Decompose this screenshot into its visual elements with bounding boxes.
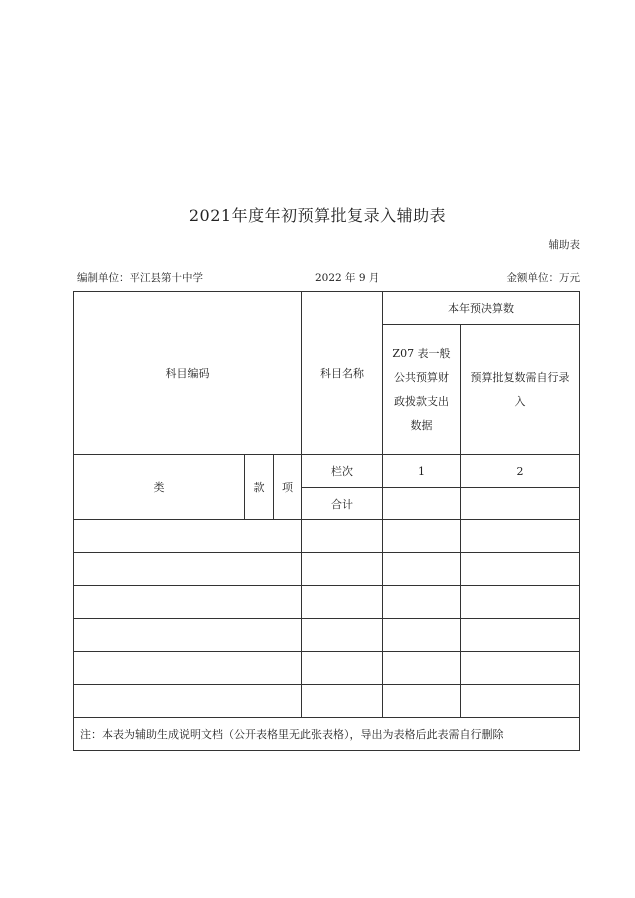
row-3-code bbox=[73, 585, 302, 619]
row-6-name bbox=[301, 684, 383, 718]
row-6-code bbox=[73, 684, 302, 718]
aux-table-tag: 辅助表 bbox=[548, 239, 580, 251]
row-1-col1 bbox=[382, 519, 461, 553]
row-2-name bbox=[301, 552, 383, 586]
total-label: 合计 bbox=[301, 487, 383, 520]
header-section: 款 bbox=[244, 454, 274, 520]
row-3-col1 bbox=[382, 585, 461, 619]
row-1-col2 bbox=[460, 519, 580, 553]
row-5-col2 bbox=[460, 651, 580, 685]
row-2-code bbox=[73, 552, 302, 586]
budget-table bbox=[74, 292, 581, 752]
header-column-order: 栏次 bbox=[301, 454, 383, 488]
row-5-name bbox=[301, 651, 383, 685]
header-item: 项 bbox=[273, 454, 302, 520]
prepared-date: 2022 年 9 月 bbox=[315, 272, 380, 284]
header-category: 类 bbox=[73, 454, 245, 520]
row-2-col1 bbox=[382, 552, 461, 586]
column-number-2: 2 bbox=[460, 454, 580, 488]
row-5-col1 bbox=[382, 651, 461, 685]
row-3-name bbox=[301, 585, 383, 619]
row-3-col2 bbox=[460, 585, 580, 619]
row-1-code bbox=[73, 519, 302, 553]
total-col1 bbox=[382, 487, 461, 520]
meta-row bbox=[77, 270, 580, 284]
row-4-col2 bbox=[460, 618, 580, 652]
row-2-col2 bbox=[460, 552, 580, 586]
row-4-col1 bbox=[382, 618, 461, 652]
preparing-unit: 编制单位：平江县第十中学 bbox=[77, 272, 203, 284]
amount-unit: 金额单位：万元 bbox=[506, 272, 580, 284]
row-4-code bbox=[73, 618, 302, 652]
header-col2: 预算批复数需自行录入 bbox=[460, 324, 580, 455]
row-6-col2 bbox=[460, 684, 580, 718]
row-1-name bbox=[301, 519, 383, 553]
total-col2 bbox=[460, 487, 580, 520]
row-6-col1 bbox=[382, 684, 461, 718]
table-note: 注：本表为辅助生成说明文档（公开表格里无此张表格），导出为表格后此表需自行删除 bbox=[73, 717, 580, 751]
column-number-1: 1 bbox=[382, 454, 461, 488]
row-4-name bbox=[301, 618, 383, 652]
row-5-code bbox=[73, 651, 302, 685]
header-subject-code: 科目编码 bbox=[73, 291, 302, 455]
document-title: 2021年度年初预算批复录入辅助表 bbox=[188, 206, 447, 225]
header-current-year-budget: 本年预决算数 bbox=[382, 291, 580, 325]
header-subject-name: 科目名称 bbox=[301, 291, 383, 455]
header-col1: Z07 表一般公共预算财政拨款支出数据 bbox=[382, 324, 461, 455]
